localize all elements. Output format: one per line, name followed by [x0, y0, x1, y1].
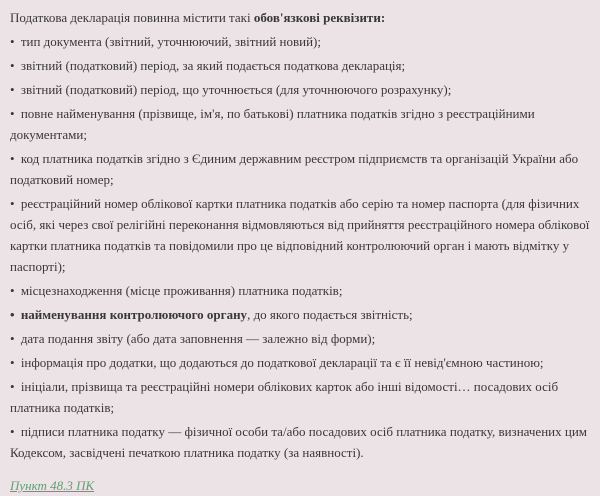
bold-text-run: найменування контролюючого органу — [20, 307, 248, 322]
text-run: звітний (податковий) період, за який подається податкова декларація; — [20, 58, 406, 73]
bullet-marker: • — [10, 82, 18, 97]
requisite-item — [10, 280, 590, 301]
requisite-item — [10, 193, 590, 277]
requisites-list — [10, 31, 590, 463]
text-run: Податкова декларація повинна містити такі — [10, 10, 254, 25]
text-run: код платника податків згідно з Єдиним державним реєстром підприємств та організацій України або податковий номер; — [10, 151, 579, 187]
bullet-marker: • — [10, 58, 18, 73]
bullet-marker: • — [10, 424, 18, 439]
requisite-item — [10, 55, 590, 76]
text-run: звітний (податковий) період, що уточнюється (для уточнюючого розрахунку); — [20, 82, 452, 97]
text-run: ініціали, прізвища та реєстраційні номери облікових карток або інші відомості… посадових осіб платника податків; — [10, 379, 559, 415]
requisite-item — [10, 376, 590, 418]
requisite-item — [10, 31, 590, 52]
text-run: повне найменування (прізвище, ім'я, по батькові) платника податків згідно з реєстраційними документами; — [10, 106, 535, 142]
requisite-item — [10, 103, 590, 145]
tax-declaration-article — [10, 7, 590, 496]
bold-text-run: обов'язкові реквізити: — [253, 10, 386, 25]
text-run: , до якого подається звітність; — [247, 307, 413, 322]
bullet-marker: • — [10, 307, 18, 322]
text-run: підписи платника податку — фізичної особи та/або посадових осіб платника податку, визначених цим Кодексом, засвідчені печаткою платника податку (за наявності). — [10, 424, 588, 460]
bullet-marker: • — [10, 106, 18, 121]
bullet-marker: • — [10, 355, 18, 370]
text-run: місцезнаходження (місце проживання) платника податків; — [20, 283, 343, 298]
bullet-marker: • — [10, 379, 18, 394]
punkt-48-3-link[interactable]: Пункт 48.3 ПК — [10, 478, 95, 493]
text-run: тип документа (звітний, уточнюючий, звітний новий); — [20, 34, 321, 49]
text-run: інформація про додатки, що додаються до податкової декларації та є її невід'ємною частиною; — [20, 355, 544, 370]
requisite-item — [10, 328, 590, 349]
requisite-item — [10, 304, 590, 325]
source-reference — [10, 475, 590, 496]
requisite-item — [10, 352, 590, 373]
intro-paragraph — [10, 7, 590, 28]
bullet-marker: • — [10, 283, 18, 298]
requisite-item — [10, 79, 590, 100]
requisite-item — [10, 148, 590, 190]
bullet-marker: • — [10, 196, 18, 211]
bullet-marker: • — [10, 331, 18, 346]
text-run: дата подання звіту (або дата заповнення — залежно від форми); — [20, 331, 376, 346]
requisite-item — [10, 421, 590, 463]
bullet-marker: • — [10, 151, 18, 166]
text-run: реєстраційний номер облікової картки платника податків або серію та номер паспорта (для фізичних осіб, які через свої релігійні переконання відмовляються від прийняття реєстраційного номера облікової картки платника податків та повідомили про це відповідний контролюючий орган і мають відмітку у паспорті); — [10, 196, 590, 274]
bullet-marker: • — [10, 34, 18, 49]
